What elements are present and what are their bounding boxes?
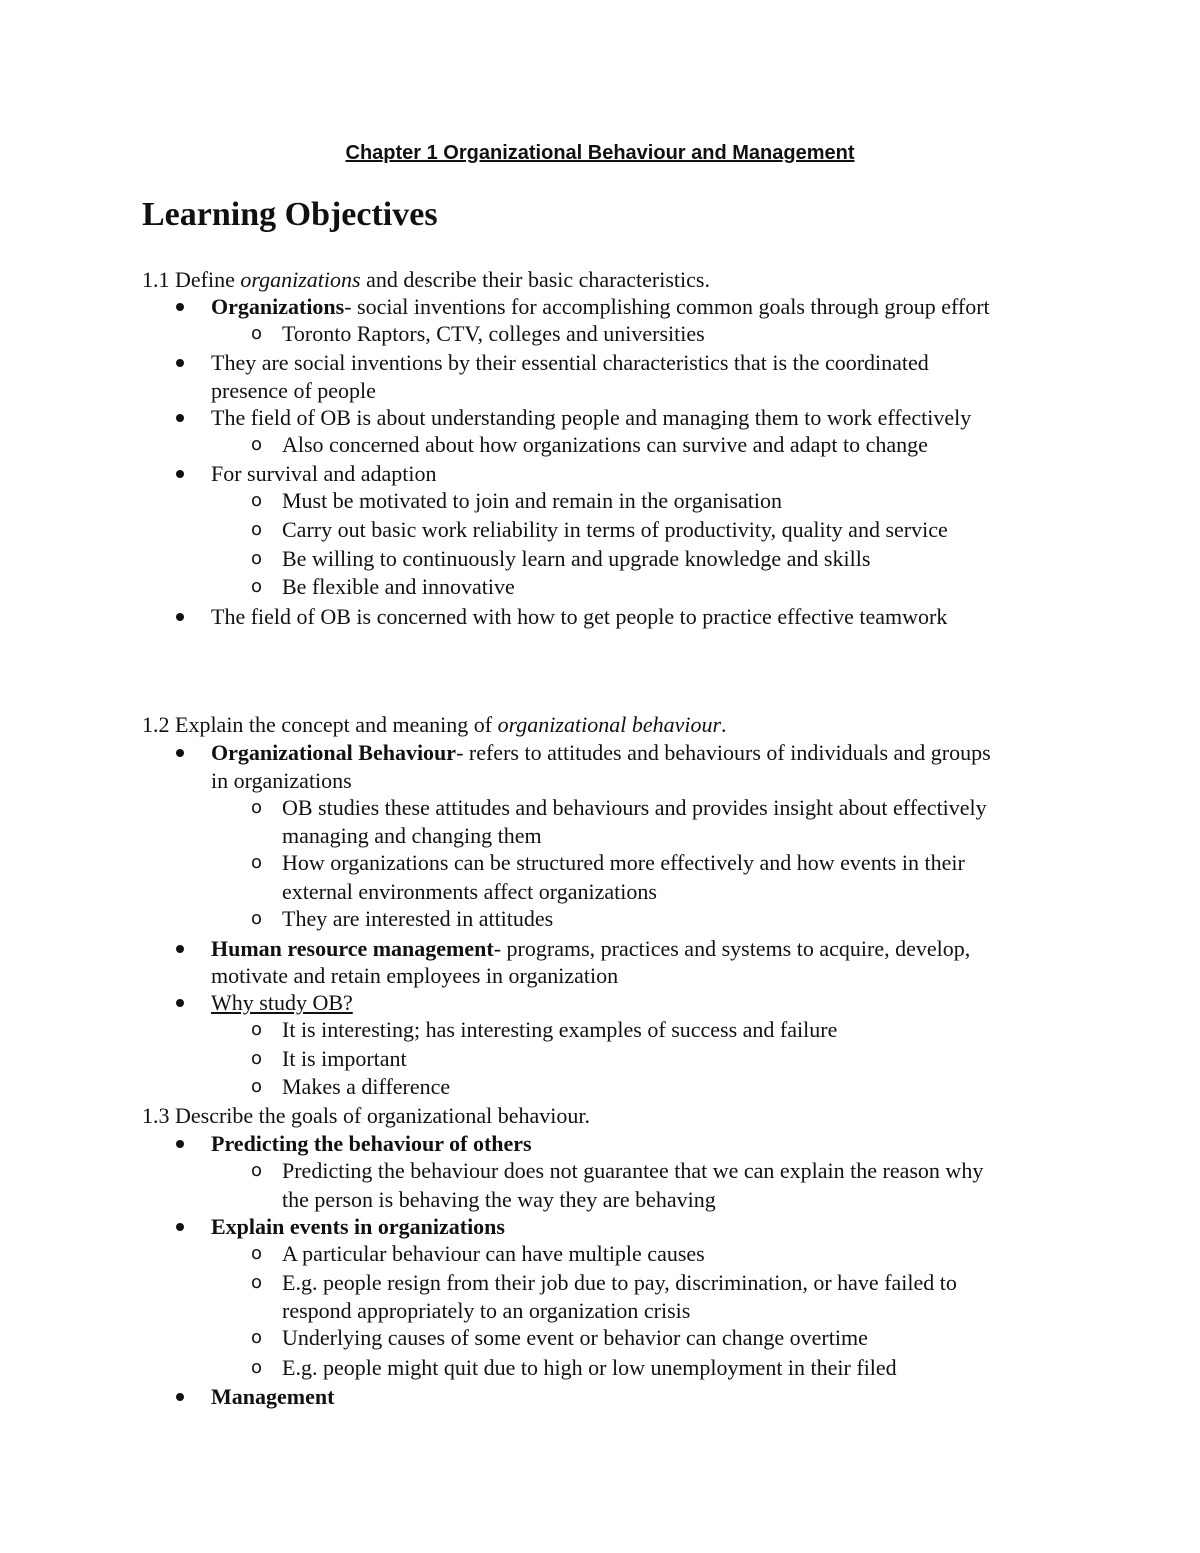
sub-list-item: Also concerned about how organizations can survive and adapt to change bbox=[282, 432, 928, 457]
sub-list-item: Underlying causes of some event or behavior can change overtime bbox=[282, 1325, 868, 1350]
definition: - refers to attitudes and behaviours of individuals and groups bbox=[456, 740, 991, 765]
list-item bbox=[211, 739, 991, 767]
bullet-icon bbox=[176, 1140, 184, 1148]
list-item: They are social inventions by their essential characteristics that is the coordinated bbox=[211, 350, 929, 375]
bullet-icon bbox=[176, 999, 184, 1007]
list-item: The field of OB is concerned with how to get people to practice effective teamwork bbox=[211, 604, 948, 629]
sub-list-item: They are interested in attitudes bbox=[282, 906, 554, 931]
circle-bullet-icon: o bbox=[251, 576, 263, 597]
term: Organizational Behaviour bbox=[211, 740, 457, 765]
bullet-icon bbox=[176, 749, 184, 757]
bullet-icon bbox=[176, 1393, 184, 1401]
list-item: Predicting the behaviour of others bbox=[211, 1131, 532, 1156]
bullet-icon bbox=[176, 470, 184, 478]
bullet-icon bbox=[176, 945, 184, 953]
circle-bullet-icon: o bbox=[251, 1357, 263, 1378]
circle-bullet-icon: o bbox=[251, 519, 263, 540]
sub-list-item: It is important bbox=[282, 1046, 407, 1071]
sub-list-item: Must be motivated to join and remain in the organisation bbox=[282, 488, 783, 513]
circle-bullet-icon: o bbox=[251, 1048, 263, 1069]
sub-list-item-continuation: managing and changing them bbox=[282, 823, 542, 848]
objective-1-2 bbox=[142, 711, 727, 739]
circle-bullet-icon: o bbox=[251, 490, 263, 511]
sub-list-item: Toronto Raptors, CTV, colleges and universities bbox=[282, 321, 705, 346]
why-study-ob: Why study OB? bbox=[211, 990, 353, 1015]
list-item: Explain events in organizations bbox=[211, 1214, 505, 1239]
circle-bullet-icon: o bbox=[251, 1327, 263, 1348]
circle-bullet-icon: o bbox=[251, 1272, 263, 1293]
sub-list-item: Makes a difference bbox=[282, 1074, 451, 1099]
bullet-icon bbox=[176, 359, 184, 367]
sub-list-item: Carry out basic work reliability in terms of productivity, quality and service bbox=[282, 517, 948, 542]
sub-list-item-continuation: the person is behaving the way they are behaving bbox=[282, 1187, 716, 1212]
bullet-icon bbox=[176, 303, 184, 311]
circle-bullet-icon: o bbox=[251, 434, 263, 455]
objective-text: and describe their basic characteristics. bbox=[360, 267, 710, 292]
circle-bullet-icon: o bbox=[251, 1076, 263, 1097]
objective-text: . bbox=[721, 712, 727, 737]
sub-list-item: OB studies these attitudes and behaviours and provides insight about effectively bbox=[282, 795, 987, 820]
circle-bullet-icon: o bbox=[251, 1243, 263, 1264]
objective-1-3: 1.3 Describe the goals of organizational behaviour. bbox=[142, 1103, 591, 1128]
sub-list-item: E.g. people might quit due to high or low unemployment in their filed bbox=[282, 1355, 897, 1380]
list-item-continuation: motivate and retain employees in organization bbox=[211, 963, 619, 988]
sub-list-item: Be willing to continuously learn and upgrade knowledge and skills bbox=[282, 546, 871, 571]
sub-list-item: A particular behaviour can have multiple causes bbox=[282, 1241, 705, 1266]
sub-list-item-continuation: respond appropriately to an organization crisis bbox=[282, 1298, 691, 1323]
objective-text: 1.1 Define bbox=[142, 267, 241, 292]
circle-bullet-icon: o bbox=[251, 1019, 263, 1040]
sub-list-item: It is interesting; has interesting examples of success and failure bbox=[282, 1017, 838, 1042]
bullet-icon bbox=[176, 414, 184, 422]
sub-list-item: E.g. people resign from their job due to pay, discrimination, or have failed to bbox=[282, 1270, 957, 1295]
term: Human resource management bbox=[211, 936, 494, 961]
objective-italic-term: organizations bbox=[240, 267, 361, 292]
definition: - social inventions for accomplishing common goals through group effort bbox=[344, 294, 990, 319]
list-item: Management bbox=[211, 1384, 335, 1409]
circle-bullet-icon: o bbox=[251, 1160, 263, 1181]
circle-bullet-icon: o bbox=[251, 323, 263, 344]
sub-list-item: Predicting the behaviour does not guarantee that we can explain the reason why bbox=[282, 1158, 984, 1183]
circle-bullet-icon: o bbox=[251, 852, 263, 873]
list-item-continuation: presence of people bbox=[211, 378, 376, 403]
objective-text: 1.2 Explain the concept and meaning of bbox=[142, 712, 498, 737]
list-item: The field of OB is about understanding people and managing them to work effectively bbox=[211, 405, 972, 430]
list-item: For survival and adaption bbox=[211, 461, 437, 486]
list-item bbox=[211, 293, 990, 321]
definition: - programs, practices and systems to acquire, develop, bbox=[493, 936, 971, 961]
objective-1-1 bbox=[142, 266, 710, 294]
bullet-icon bbox=[176, 1223, 184, 1231]
sub-list-item: How organizations can be structured more effectively and how events in their bbox=[282, 850, 965, 875]
chapter-title: Chapter 1 Organizational Behaviour and Management bbox=[345, 142, 855, 164]
term: Organizations bbox=[211, 294, 345, 319]
learning-objectives-heading: Learning Objectives bbox=[142, 196, 438, 233]
circle-bullet-icon: o bbox=[251, 548, 263, 569]
list-item bbox=[211, 935, 970, 963]
circle-bullet-icon: o bbox=[251, 908, 263, 929]
sub-list-item-continuation: external environments affect organizations bbox=[282, 879, 657, 904]
bullet-icon bbox=[176, 613, 184, 621]
list-item-continuation: in organizations bbox=[211, 768, 352, 793]
sub-list-item: Be flexible and innovative bbox=[282, 574, 515, 599]
objective-italic-term: organizational behaviour bbox=[497, 712, 722, 737]
circle-bullet-icon: o bbox=[251, 797, 263, 818]
